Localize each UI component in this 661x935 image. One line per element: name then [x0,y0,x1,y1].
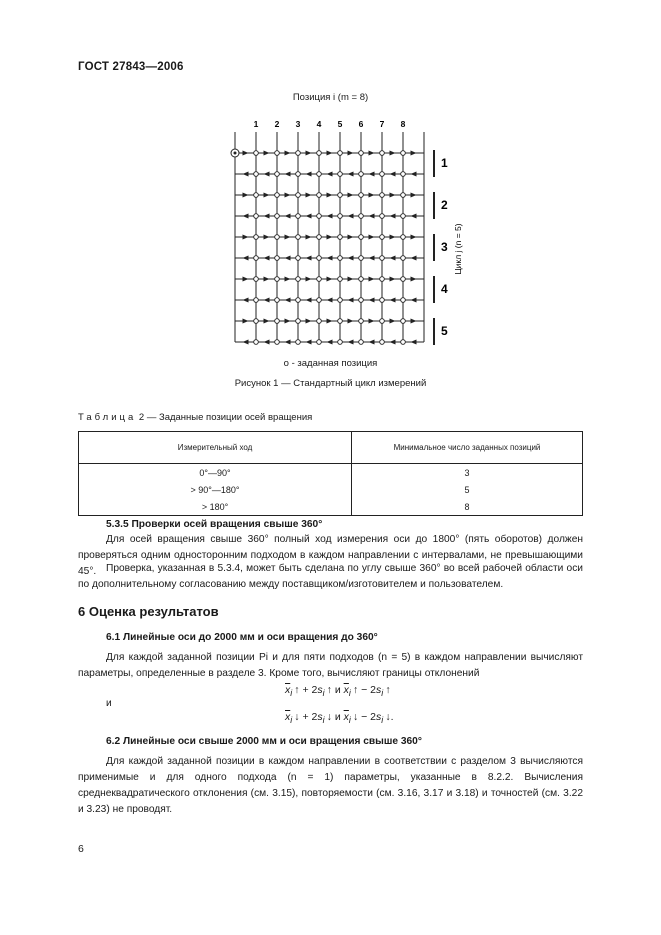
direction-arrow [327,298,333,303]
target-position-marker [296,298,301,303]
direction-arrow [327,235,333,240]
target-position-marker [401,256,406,261]
table-caption: Таблица 2 — Заданные позиции осей вращения [78,412,313,423]
direction-arrow [306,193,312,198]
direction-arrow [327,277,333,282]
direction-arrow [369,172,375,177]
target-position-marker [380,319,385,324]
target-position-marker [275,277,280,282]
target-position-marker [254,256,259,261]
target-position-marker [275,298,280,303]
target-position-marker [359,172,364,177]
target-position-marker [254,340,259,345]
conjunction-and: и [106,698,112,709]
target-position-marker [317,340,322,345]
target-position-marker [296,277,301,282]
heading-6-1: 6.1 Линейные оси до 2000 мм и оси вращения до 360° [106,632,378,643]
position-number: 5 [337,119,343,129]
direction-arrow [369,298,375,303]
position-number: 7 [379,119,385,129]
target-position-marker [338,340,343,345]
target-position-marker [317,151,322,156]
start-marker-dot [234,152,237,155]
target-position-marker [359,298,364,303]
direction-arrow [285,256,291,261]
table-row [79,464,583,482]
direction-arrow [243,298,249,303]
direction-arrow [243,214,249,219]
target-position-marker [401,151,406,156]
target-position-marker [401,214,406,219]
direction-arrow [264,256,270,261]
target-position-marker [275,193,280,198]
heading-6-2: 6.2 Линейные оси свыше 2000 мм и оси вращения свыше 360° [106,736,422,747]
table-cell-range: > 180° [79,498,352,516]
direction-arrow [348,151,354,156]
direction-arrow [411,193,417,198]
direction-arrow [285,193,291,198]
direction-arrow [390,151,396,156]
paragraph-5-3-5-2: Проверка, указанная в 5.3.4, может быть сделана по углу свыше 360° во всей рабочей области оси по дополнительному согласованию между поставщиком/изготовителем и пользователем. [78,563,583,590]
target-position-marker [275,340,280,345]
direction-arrow [243,172,249,177]
direction-arrow [411,256,417,261]
cycle-number: 4 [441,282,448,296]
target-position-marker [359,214,364,219]
target-position-marker [317,277,322,282]
document-header: ГОСТ 27843—2006 [78,61,184,73]
direction-arrow [327,340,333,345]
direction-arrow [411,319,417,324]
position-number: 1 [253,119,259,129]
table-cell-range: 0°—90° [79,464,352,482]
direction-arrow [306,235,312,240]
direction-arrow [243,193,249,198]
direction-arrow [243,151,249,156]
target-position-marker [401,193,406,198]
direction-arrow [369,277,375,282]
table-header-min-positions: Минимальное число заданных позиций [352,432,583,464]
table-cell-count: 3 [352,464,583,482]
direction-arrow [285,277,291,282]
direction-arrow [411,151,417,156]
heading-section-6: 6 Оценка результатов [78,604,219,619]
cycle-number: 2 [441,198,448,212]
table-cell-count: 5 [352,481,583,498]
target-position-marker [338,235,343,240]
direction-arrow [243,235,249,240]
target-position-marker [317,319,322,324]
figure-legend: o - заданная позиция [283,358,378,369]
direction-arrow [243,319,249,324]
direction-arrow [327,256,333,261]
target-position-marker [338,298,343,303]
direction-arrow [264,298,270,303]
direction-arrow [306,172,312,177]
target-position-marker [296,319,301,324]
target-position-marker [254,193,259,198]
target-position-marker [317,214,322,219]
formula-upper-forward: $\overline{x}_i$ ↑ + $2s_i$ ↑ и $\overline{x}_i$ ↑ − $2s_i$ ↑ [285,684,391,699]
direction-arrow [264,172,270,177]
direction-arrow [243,340,249,345]
table-cell-count: 8 [352,498,583,516]
target-position-marker [359,256,364,261]
target-position-marker [254,172,259,177]
direction-arrow [306,277,312,282]
target-position-marker [359,193,364,198]
direction-arrow [243,256,249,261]
direction-arrow [390,340,396,345]
direction-arrow [306,319,312,324]
direction-arrow [264,214,270,219]
target-position-marker [317,298,322,303]
paragraph-6-1: Для каждой заданной позиции Pi и для пяти подходов (n = 5) в каждом направлении вычисляют параметры, определенные в разделе 3. Кроме того, вычисляют границы отклонений [78,652,583,679]
direction-arrow [306,256,312,261]
direction-arrow [306,151,312,156]
target-position-marker [254,319,259,324]
target-position-marker [275,235,280,240]
target-position-marker [338,172,343,177]
table-cell-range: > 90°—180° [79,481,352,498]
direction-arrow [390,193,396,198]
direction-arrow [327,214,333,219]
target-position-marker [275,214,280,219]
target-position-marker [380,172,385,177]
direction-arrow [327,319,333,324]
target-position-marker [254,277,259,282]
target-position-marker [359,151,364,156]
target-position-marker [380,214,385,219]
direction-arrow [327,172,333,177]
direction-arrow [348,193,354,198]
target-position-marker [380,151,385,156]
target-position-marker [338,151,343,156]
direction-arrow [264,235,270,240]
direction-arrow [369,193,375,198]
figure-position-label: Позиция i (m = 8) [292,92,369,103]
direction-arrow [390,298,396,303]
direction-arrow [390,214,396,219]
direction-arrow [369,235,375,240]
target-position-marker [380,193,385,198]
target-position-marker [380,256,385,261]
table-row [79,498,583,516]
target-position-marker [275,172,280,177]
direction-arrow [306,298,312,303]
direction-arrow [411,172,417,177]
direction-arrow [285,151,291,156]
target-position-marker [338,256,343,261]
target-position-marker [338,214,343,219]
target-position-marker [317,193,322,198]
direction-arrow [411,340,417,345]
target-position-marker [380,340,385,345]
direction-arrow [264,340,270,345]
target-position-marker [296,151,301,156]
target-position-marker [296,235,301,240]
direction-arrow [285,340,291,345]
target-position-marker [254,298,259,303]
figure-caption: Рисунок 1 — Стандартный цикл измерений [234,378,427,389]
direction-arrow [264,319,270,324]
table-row [79,481,583,498]
target-position-marker [296,340,301,345]
direction-arrow [285,214,291,219]
direction-arrow [348,340,354,345]
direction-arrow [306,214,312,219]
direction-arrow [327,151,333,156]
direction-arrow [285,235,291,240]
direction-arrow [411,298,417,303]
direction-arrow [348,277,354,282]
target-position-marker [338,319,343,324]
target-position-marker [380,277,385,282]
target-position-marker [401,235,406,240]
position-number: 2 [274,119,280,129]
heading-5-3-5: 5.3.5 Проверки осей вращения свыше 360° [106,519,323,530]
formula-lower-backward: $\overline{x}_i$ ↓ + $2s_i$ ↓ и $\overline{x}_i$ ↓ − $2s_i$ ↓. [285,711,394,726]
target-position-marker [296,256,301,261]
target-position-marker [359,340,364,345]
target-position-marker [275,151,280,156]
direction-arrow [390,172,396,177]
direction-arrow [390,319,396,324]
target-position-marker [296,193,301,198]
target-position-marker [359,235,364,240]
cycle-number: 3 [441,240,448,254]
target-position-marker [401,319,406,324]
direction-arrow [411,214,417,219]
target-position-marker [401,172,406,177]
direction-arrow [264,277,270,282]
direction-arrow [411,277,417,282]
direction-arrow [285,298,291,303]
target-position-marker [254,235,259,240]
direction-arrow [369,340,375,345]
direction-arrow [327,193,333,198]
target-position-marker [317,172,322,177]
table-header-stroke: Измерительный ход [79,432,352,464]
position-number: 8 [400,119,406,129]
direction-arrow [285,172,291,177]
target-position-marker [359,277,364,282]
target-position-marker [338,277,343,282]
target-position-marker [317,256,322,261]
direction-arrow [390,277,396,282]
direction-arrow [243,277,249,282]
direction-arrow [369,319,375,324]
target-position-marker [254,151,259,156]
target-position-marker [338,193,343,198]
measurement-cycle-diagram [222,112,472,348]
position-number: 4 [316,119,322,129]
target-position-marker [296,214,301,219]
target-position-marker [359,319,364,324]
target-position-marker [401,298,406,303]
target-position-marker [275,256,280,261]
direction-arrow [348,298,354,303]
direction-arrow [285,319,291,324]
direction-arrow [348,172,354,177]
direction-arrow [411,235,417,240]
direction-arrow [390,235,396,240]
direction-arrow [264,151,270,156]
cycle-number: 1 [441,156,448,170]
paragraph-5-3-5-1: Для осей вращения свыше 360° полный ход измерения оси до 1800° (пять оборотов) должен проверяться одним односторонним подходом в каждом направлении с интервалами, не превышающими 45°. [78,534,583,577]
direction-arrow [348,235,354,240]
direction-arrow [369,151,375,156]
target-position-marker [401,340,406,345]
table-rotation-positions [78,431,583,516]
direction-arrow [348,256,354,261]
cycle-axis-label: Цикл j (n = 5) [453,223,463,275]
target-position-marker [317,235,322,240]
direction-arrow [369,256,375,261]
target-position-marker [401,277,406,282]
direction-arrow [348,214,354,219]
page-number: 6 [78,843,84,855]
cycle-number: 5 [441,324,448,338]
direction-arrow [264,193,270,198]
target-position-marker [380,298,385,303]
target-position-marker [296,172,301,177]
target-position-marker [275,319,280,324]
direction-arrow [369,214,375,219]
target-position-marker [254,214,259,219]
position-number: 3 [295,119,301,129]
direction-arrow [390,256,396,261]
position-number: 6 [358,119,364,129]
paragraph-6-2: Для каждой заданной позиции в каждом направлении в соответствии с разделом 3 вычисляются применимые и для одного подхода (n = 1) параметры, указанные в 8.2.2. Вычисления среднеквадратического отклонения (см. 3.15), повторяемости (см. 3.16, 3.17 и 3.18) и точностей (см. 3.22 и 3.23) не проводят. [78,756,583,815]
direction-arrow [348,319,354,324]
target-position-marker [380,235,385,240]
direction-arrow [306,340,312,345]
